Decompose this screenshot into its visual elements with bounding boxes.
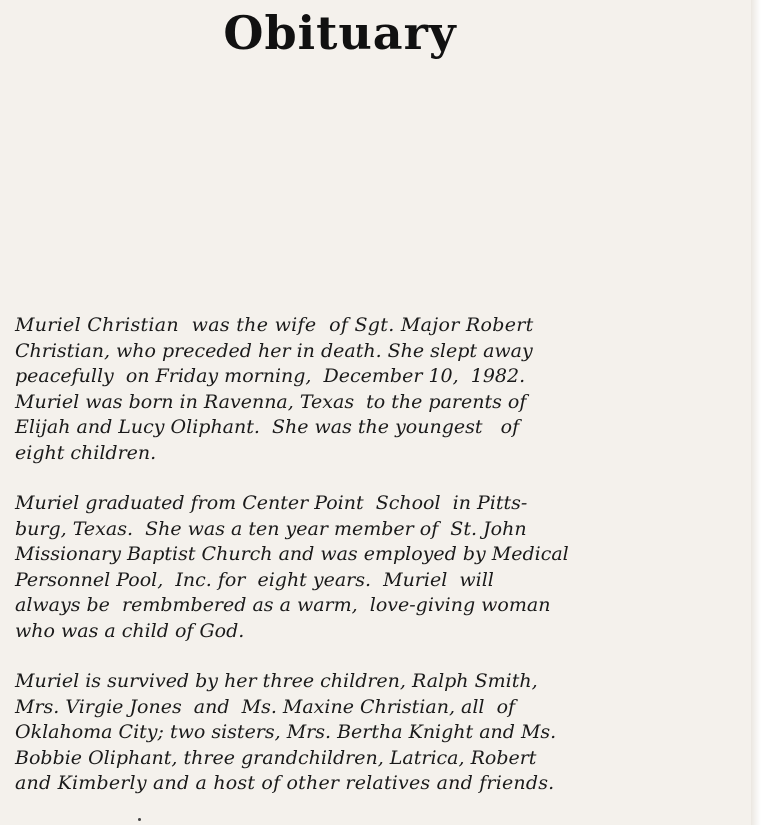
paragraph-3 [15, 669, 715, 797]
text-line: Personnel Pool, Inc. for eight years. Muriel will [15, 568, 494, 591]
text-line: Christian, who preceded her in death. She slept away [15, 339, 533, 362]
text-line: burg, Texas. She was a ten year member of St. John [15, 517, 527, 540]
text-line: Muriel graduated from Center Point School in Pitts- [15, 492, 528, 514]
text-line: Elijah and Lucy Oliphant. She was the youngest of [15, 416, 520, 438]
page-title: Obituary [223, 6, 457, 60]
text-line: peacefully on Friday morning, December 10, 1982. [15, 365, 526, 387]
text-line: always be rembmbered as a warm, love-giving woman [15, 594, 551, 616]
text-line: eight children. [15, 441, 157, 464]
text-line: Mrs. Virgie Jones and Ms. Maxine Christian, all of [15, 695, 516, 718]
text-line: Bobbie Oliphant, three grandchildren, Latrica, Robert [15, 746, 537, 769]
text-line: Muriel is survived by her three children, Ralph Smith, [15, 670, 538, 692]
text-line: Muriel Christian was the wife of Sgt. Major Robert [15, 314, 534, 336]
page-edge [751, 0, 765, 825]
text-line: Oklahoma City; two sisters, Mrs. Bertha Knight and Ms. [15, 721, 557, 743]
text-line: Missionary Baptist Church and was employed by Medical [15, 543, 569, 565]
text-line: Muriel was born in Ravenna, Texas to the parents of [15, 390, 527, 413]
paragraph-1 [15, 313, 715, 466]
text-line: and Kimberly and a host of other relatives and friends. [15, 772, 555, 794]
paper-speck [138, 818, 141, 821]
obituary-body [15, 313, 715, 822]
paragraph-2 [15, 491, 715, 644]
text-line: who was a child of God. [15, 619, 245, 642]
